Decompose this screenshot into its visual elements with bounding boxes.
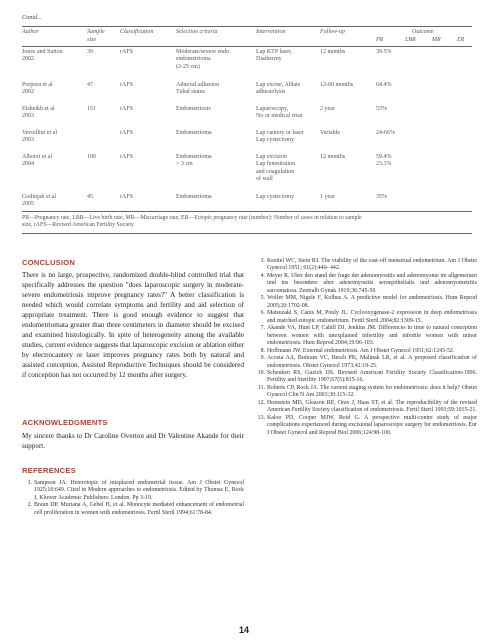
cell-classification: rAFS (120, 82, 134, 88)
cell-pr: 53% (376, 106, 387, 112)
cell-sample-size: 151 (87, 106, 96, 112)
table-header-rule (22, 46, 472, 47)
cell-selection-criteria: Adnexal adhesion Tubal status (176, 82, 220, 96)
header-classification: Classification (120, 29, 154, 35)
references-heading: REFERENCES (22, 466, 76, 475)
reference-number: 4. (260, 272, 265, 279)
table-top-rule (22, 26, 472, 27)
cell-sample-size: 47 (87, 82, 93, 88)
reference-item (255, 415, 477, 437)
cell-pr: 24-66% (376, 130, 395, 136)
reference-number: 12. (257, 400, 265, 407)
reference-text: Matsuzaki S, Canis M, Pouly JL. Cyclooxygenase-2 expression in deep endometriosis and matched eutopic endometrium. Fertil Steril 2004;82:1309-15. (267, 310, 477, 324)
cell-follow-up: 12 months (320, 154, 346, 160)
cell-intervention: Lap cautery or laser Lap cystectomy (256, 130, 304, 144)
cell-author: Godinjak et al 2005 (22, 194, 56, 208)
cell-sample-size: 45 (87, 194, 93, 200)
reference-text: Keettel WC, Stein RJ. The viability of the cast-off menstrual endometrium. Am J Obstet Gynecol 1951; 61(2):440- 442. (267, 258, 477, 272)
acknowledgments-text: My sincere thanks to Dr Caroline Overton and Dr Valentine Akande for their support. (22, 432, 244, 450)
cell-pr: 64.4% (376, 82, 392, 88)
cell-classification: rAFS (120, 106, 134, 112)
cell-pr: 59.4% 23.3% (376, 154, 392, 168)
cell-intervention: Lap excise, Ablate adhesiolysis (256, 82, 301, 96)
reference-item (255, 310, 477, 325)
page-number: 14 (239, 625, 250, 635)
reference-text: Sampson JA. Heterotopic of misplaced endometrial tissue. Am J Obstet Gynecol 1925;10:649. Cited in Modern approaches to endometriosis. Edited by Thomas E, Rock J, Kluwer Academic Publishers: London. Pp 3-19. (34, 480, 244, 501)
cell-intervention: Lap cystectomy (256, 194, 295, 200)
header-mr: MR (432, 37, 441, 43)
reference-text: Roberts CP, Rock JA. The current staging system for endometriosis: does it help? Obstet Gynecol Clin N Am 2003;30:115-32. (267, 385, 477, 399)
header-intervention: Intervention (256, 29, 286, 35)
conclusion-heading: CONCLUSION (22, 258, 76, 267)
cell-follow-up: Variable (320, 130, 340, 136)
table-footnote-line-2: size, rAFS—Revised American Fertility Society (22, 222, 134, 229)
reference-text: Hoffmann JW. External endometriosis. Am J Obstet Gynecol 1951;62:1243-52. (267, 347, 455, 354)
reference-number: 5. (260, 295, 265, 302)
header-sample-size: Sample size (87, 29, 105, 43)
reference-number: 3. (260, 258, 265, 264)
reference-number: 10. (257, 370, 265, 377)
cell-selection-criteria: Endometrioma (176, 130, 212, 136)
cell-author: Vercellini et al 2003 (22, 130, 57, 144)
reference-number: 8. (260, 347, 265, 354)
cell-follow-up: 12-60 months (320, 82, 354, 88)
table-bottom-rule (22, 211, 472, 212)
acknowledgments-heading: ACKNOWLEDGMENTS (22, 418, 108, 427)
header-er: ER (457, 37, 465, 43)
cell-classification: rAFS (120, 130, 134, 136)
reference-item (255, 370, 477, 385)
cell-classification: rAFS (120, 194, 134, 200)
reference-text: Acosta AA, Buttram VC, Besch PK, Malinak LR, et al. A proposed classification of endometriosis. Obstet Gynecol 1973;42:19-25. (267, 355, 477, 369)
references-list-right (255, 258, 477, 437)
reference-item (255, 355, 477, 370)
table-footnote-line-1: PR—Pregnancy rate, LBR—Live birth rate, MR—Miscarriage rate, ER—Ectopic pregnancy rate (number): Number of cases in relation to sample (22, 215, 362, 221)
cell-classification: rAFS (120, 154, 134, 160)
reference-item (255, 273, 477, 295)
reference-text: Akande VA, Hunt LP, Cahill DJ, Jenkins JM. Differences in time to natural conception between women with unexplained infertility and infertile women with minor endometriosis. Hum Reprod 2004;19:96-103. (267, 325, 477, 346)
cell-intervention: Laparoscopy, No or medical treat (256, 106, 303, 120)
reference-text: Schenken RS, Guzick DS. Revised American Fertility Society Classification-1996. Fertility and Sterility 1997;67(5):815-16. (267, 370, 477, 384)
cell-follow-up: 1 year (320, 194, 335, 200)
cell-classification: rAFS (120, 49, 134, 55)
header-follow-up: Follow-up (320, 29, 345, 35)
table-footnote (22, 215, 472, 230)
reference-text: Braun DP, Muriana A, Gebel H, et al. Monocyte mediated enhancement of endometrial cell proliferation in women with endometriosis. Fertil Steril 1994;61:78-84. (34, 502, 244, 516)
cell-author: Jones and Sutton 2002 (22, 49, 63, 63)
reference-number: 2. (27, 502, 32, 509)
header-pr: PR (376, 37, 384, 43)
reference-item (22, 502, 244, 517)
cell-pr: 35% (376, 194, 387, 200)
cell-selection-criteria: Moderate/severe endo endometrioma (2-25 cm) (176, 49, 230, 70)
reference-number: 9. (260, 355, 265, 362)
references-list-left (22, 480, 244, 517)
cell-author: Elsheikh et al 2003 (22, 106, 55, 120)
reference-text: Kaloo PD, Cooper MJW, Reid G. A prospective multi-centre study of major complications experienced during excisional laparoscopic surgery for endometriosis. Eur J Obstet Gynecol and Reprod Biol 2006;124:98-100. (267, 415, 477, 436)
cell-author: Alborzi et al 2004 (22, 154, 52, 168)
reference-item (255, 258, 477, 273)
cell-author: Porpora et al 2002 (22, 82, 53, 96)
cell-intervention: Lap excision Lap fenestration and coagulation of wall (256, 154, 296, 183)
reference-number: 6. (260, 310, 265, 317)
cell-sample-size: 100 (87, 154, 96, 160)
reference-item (255, 400, 477, 415)
header-author: Author (22, 29, 39, 35)
reference-item (255, 385, 477, 400)
cell-pr: 39.5% (376, 49, 392, 55)
reference-number: 1. (27, 480, 32, 486)
reference-text: Meyer R. Uber den stand der frage der adenomyositis und adenomyome im allgemeinen und ins besondere uber adenomyositis seroepithelialis und adenomyometritis sarcomatosa. Zentralb Gynak 1919;36:745-50. (267, 272, 477, 294)
reference-item (255, 325, 477, 347)
cell-selection-criteria: Endometrioma (176, 194, 212, 200)
conclusion-text: There is no large, prospective, randomized double-blind controlled trial that specifically addresses the question "does laparoscopic surgery in moderate-severe endometriosis improve pregnancy rates?" A better classification is needed which would correlate symptoms and fertility and aid selection of appropriate treatment. There is good enough evidence to suggest that endometriomata greater than three centimeters in diameter should be excised and examined histologically. In spite of heterogeneity among the available studies, current evidence suggests that laparoscopic excision or ablation either by electrocautery or laser improves pregnancy rates both by natural and assisted conception. Assisted Reproductive Techniques should be considered if conception has not occurred by 12 months after surgery. (22, 271, 244, 379)
reference-number: 11. (257, 385, 265, 392)
header-lbr: LBR (405, 37, 416, 43)
contd-label: Contd... (22, 14, 42, 21)
reference-item (255, 295, 477, 310)
cell-selection-criteria: Endometriosis (176, 106, 211, 112)
reference-number: 7. (260, 325, 265, 332)
reference-number: 13. (257, 415, 265, 422)
reference-item (255, 348, 477, 355)
cell-follow-up: 2 year (320, 106, 335, 112)
cell-intervention: Lap KTP laser, Diathermy (256, 49, 293, 63)
reference-item (22, 480, 244, 502)
reference-text: Wolfer MM, Nigele F, Kolbus A. A predictive model for endometriosis. Hum Reprod 2005;20:1702-08. (267, 295, 477, 309)
header-selection-criteria: Selection criteria (176, 29, 218, 35)
cell-follow-up: 12 months (320, 49, 346, 55)
table-footnote-rule (22, 233, 472, 234)
reference-text: Hornstein MD, Gleason RE, Orav J, Haas ST, et al. The reproducibility of the revised American Fertility Society classification of endometriosis. Fertil Steril 1993;59:1015-21. (267, 400, 477, 414)
header-outcome: Outcome (412, 29, 434, 35)
cell-selection-criteria: Endometrioma > 3 cm (176, 154, 212, 168)
cell-sample-size: 39 (87, 49, 93, 55)
